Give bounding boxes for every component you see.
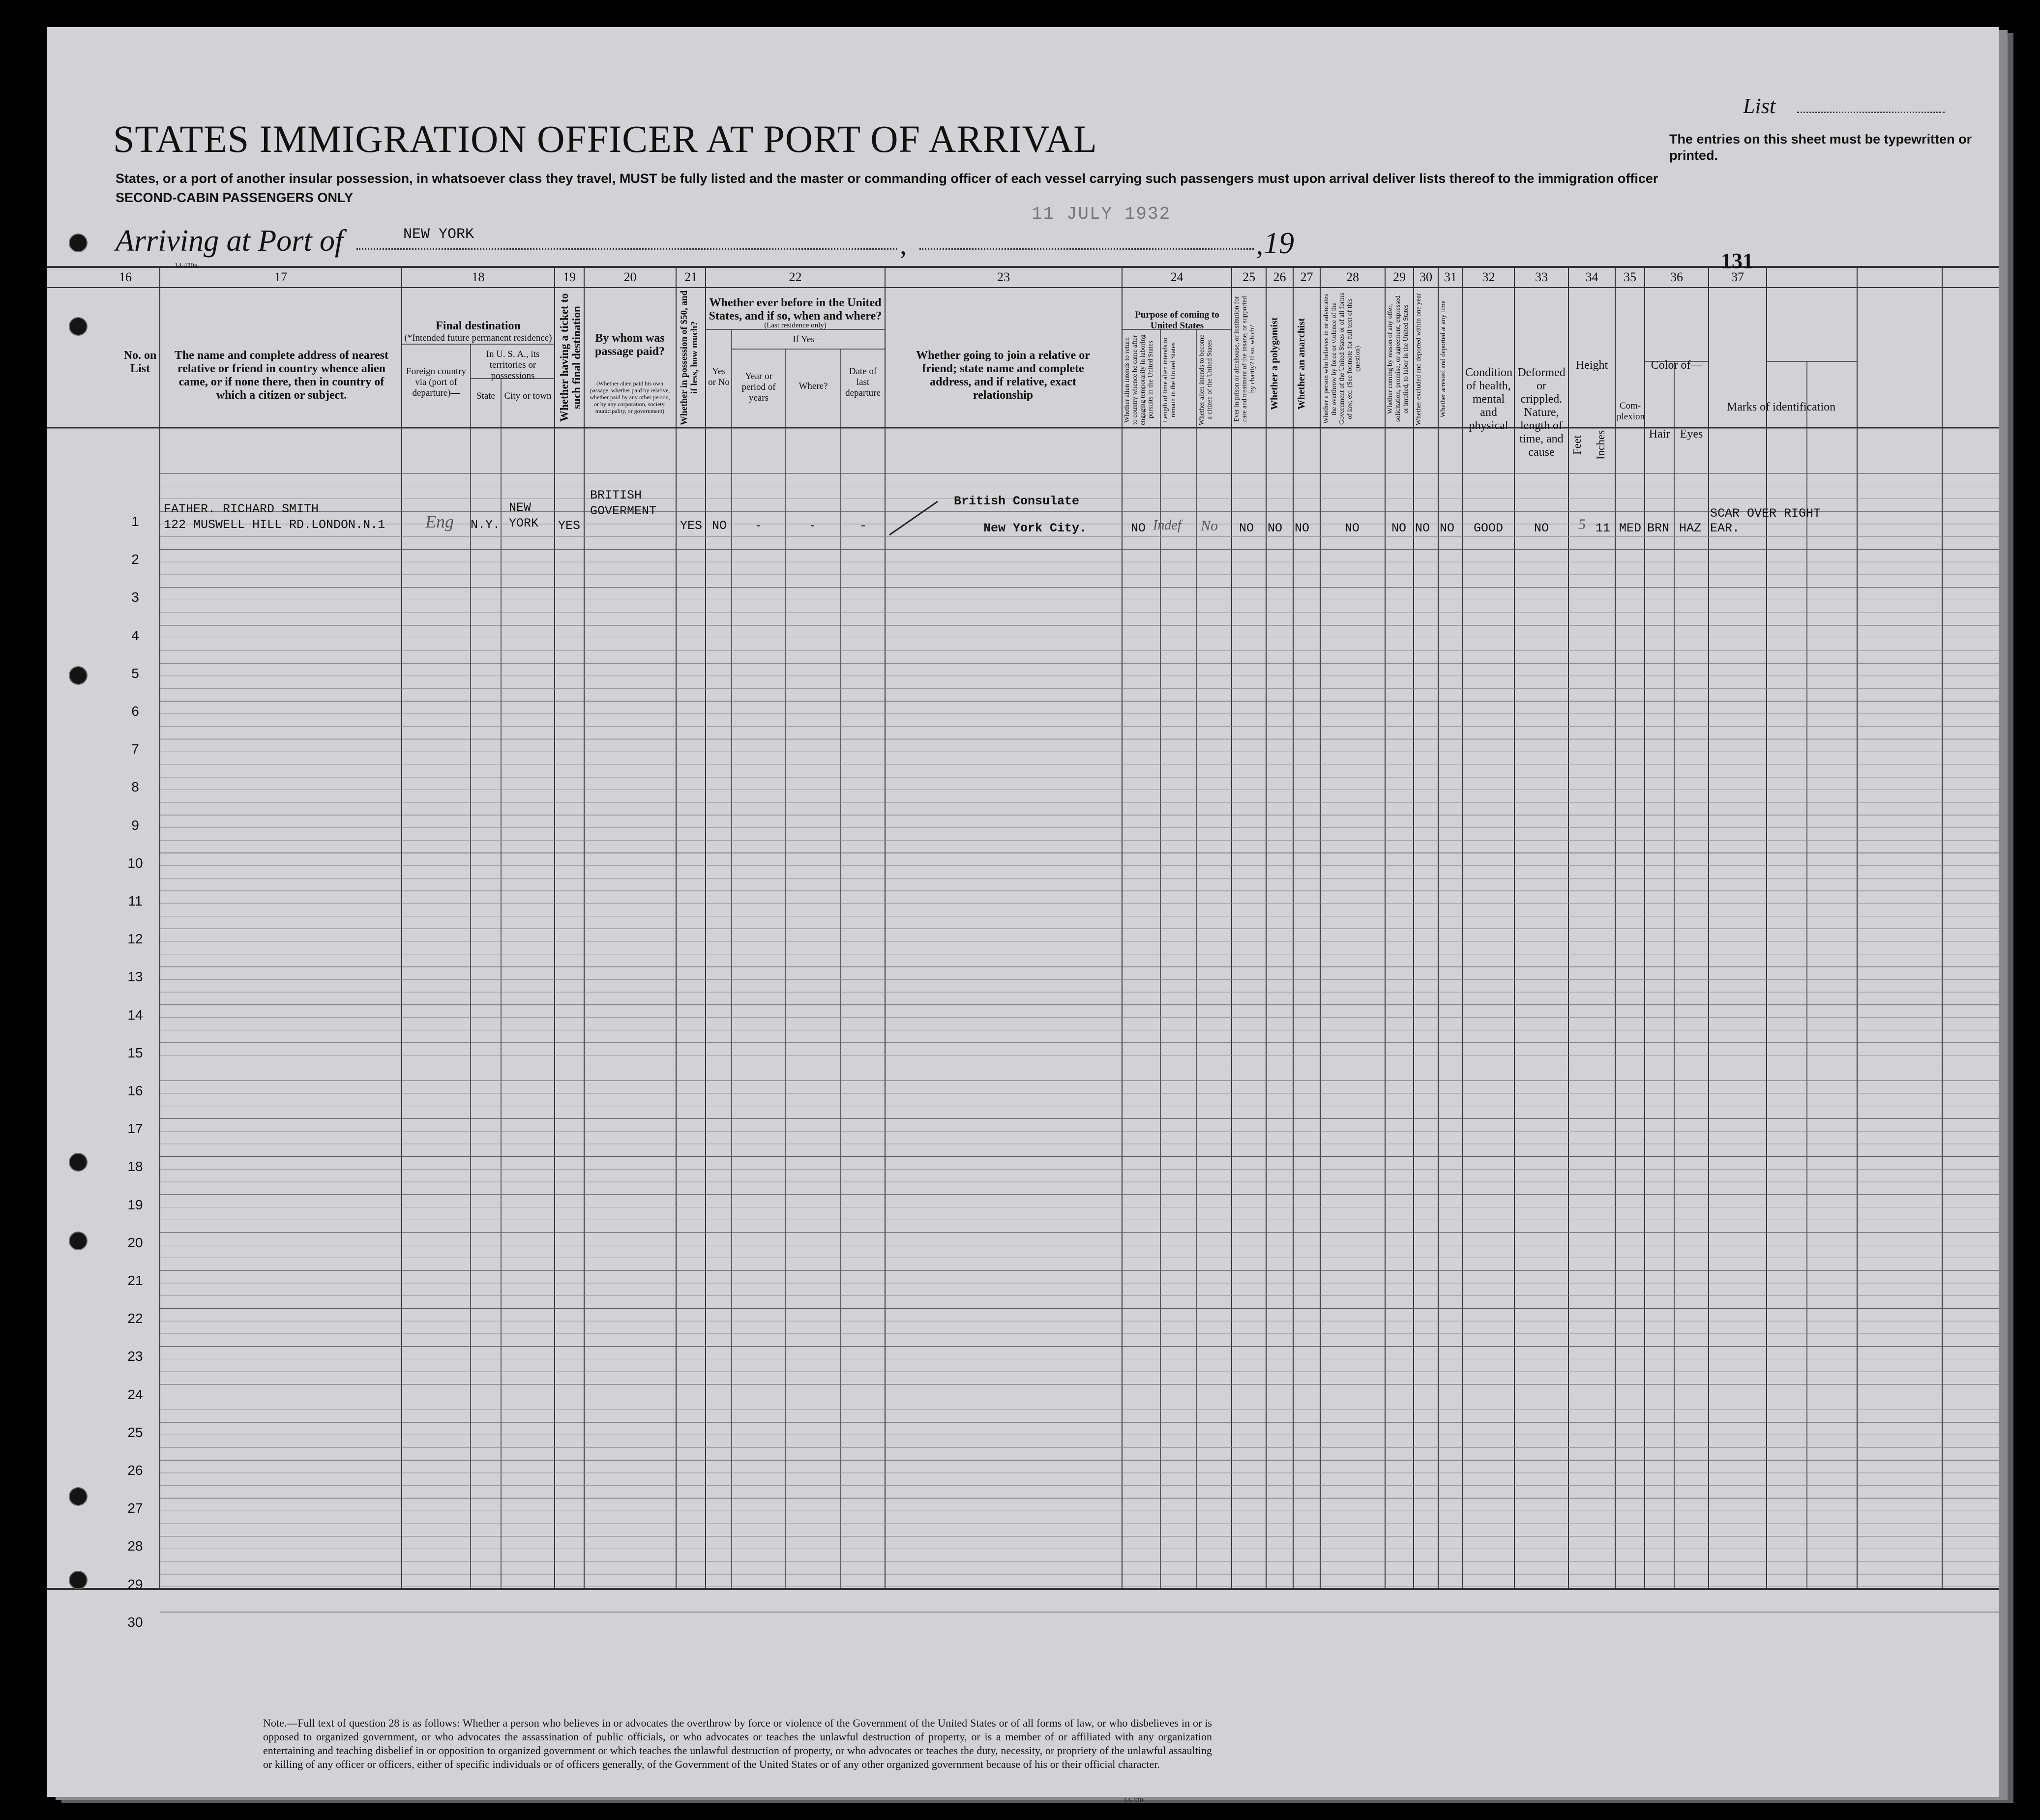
header-before-in-us-sub: (Last residence only) <box>764 322 827 329</box>
purpose-length-value: Indef <box>1153 518 1182 533</box>
header-inches: Inches <box>1595 430 1607 460</box>
header-overthrow: Whether a person who believes in or advocates the overthrow by force or violence of the Government of the United States or of all forms of law, etc. (See footnote for full text of this question) <box>1323 293 1361 425</box>
punch-hole <box>69 1487 88 1506</box>
date-value: - <box>859 519 867 533</box>
paid-by-value-2: GOVERMENT <box>590 504 657 518</box>
ticket-value: YES <box>558 519 581 533</box>
col-num-19: 19 <box>563 270 576 284</box>
polygamist-value: NO <box>1268 521 1283 535</box>
col-num-20: 20 <box>623 270 637 284</box>
punch-hole <box>69 1153 88 1172</box>
row-number: 26 <box>127 1463 143 1478</box>
join-value-1: British Consulate <box>954 494 1080 508</box>
header-ticket: Whether having a ticket to such final destination <box>558 293 583 422</box>
row-number: 18 <box>127 1159 143 1174</box>
header-foreign-country: Foreign country via (port of departure)— <box>406 366 466 398</box>
row-number: 8 <box>131 779 139 795</box>
header-complexion: Com-plexion <box>1617 401 1645 422</box>
period-value: - <box>755 519 763 533</box>
header-height: Height <box>1575 359 1608 372</box>
entries-note: The entries on this sheet must be typewritten or printed. <box>1669 132 1972 163</box>
col-num-35: 35 <box>1624 270 1636 284</box>
header-marks: Marks of identification <box>1726 401 1836 413</box>
col-num-22: 22 <box>789 270 802 284</box>
row-number: 2 <box>131 552 139 567</box>
header-departure-date: Date of last departure <box>845 366 881 398</box>
money-value: YES <box>680 519 703 533</box>
col-num-18: 18 <box>472 270 485 284</box>
header-labor-offer: Whether coming by reason of any offer, solicitation, promise, or agreement, expressed or implied, to labor in the United States <box>1387 295 1410 422</box>
header-feet: Feet <box>1571 435 1583 455</box>
header-color-of: Color of— <box>1651 359 1703 372</box>
page-number: 131 <box>1721 249 1753 273</box>
header-health: Condition of health, mental and physical <box>1465 366 1513 432</box>
header-final-destination-sub: (*Intended future permanent residence) <box>404 333 552 343</box>
header-yes-no: Yes or No <box>708 366 730 387</box>
header-relative-address: The name and complete address of nearest relative or friend in country whence alien came, or if none there, then in country of which a citizen or subject. <box>174 349 389 402</box>
header-prison: Ever in prison or almshouse, or institution for care and treatment of the insane, or supported by charity? If so, which? <box>1233 296 1256 422</box>
col-num-23: 23 <box>997 270 1010 284</box>
row-number: 20 <box>127 1234 143 1250</box>
city-value-1: NEW <box>509 500 532 515</box>
state-value: N.Y. <box>471 518 501 532</box>
hair-value: BRN <box>1647 521 1670 535</box>
form-code: 14-430a <box>175 262 197 269</box>
date-line <box>919 248 1254 250</box>
row-number: 6 <box>131 704 139 719</box>
height-inches-value: 11 <box>1596 521 1611 535</box>
before-in-us-value: NO <box>712 519 727 533</box>
header-in-usa: In U. S. A., its territories or possessions <box>486 349 540 381</box>
row-number: 24 <box>127 1386 143 1402</box>
col-num-28: 28 <box>1346 270 1359 284</box>
col-num-29: 29 <box>1393 270 1406 284</box>
row-number: 16 <box>127 1083 143 1098</box>
row-number: 14 <box>127 1007 143 1023</box>
join-value-2: New York City. <box>983 521 1087 535</box>
col-num-30: 30 <box>1419 270 1432 284</box>
row-number: 10 <box>127 855 143 871</box>
col-num-36: 36 <box>1670 270 1683 284</box>
relative-line-1: FATHER. RICHARD SMITH <box>164 502 319 516</box>
col-num-32: 32 <box>1482 270 1495 284</box>
col-num-25: 25 <box>1242 270 1255 284</box>
header-polygamist: Whether a polygamist <box>1269 317 1280 411</box>
row-number: 22 <box>127 1311 143 1326</box>
col-num-24: 24 <box>1170 270 1183 284</box>
punch-hole <box>69 317 88 336</box>
header-period: Year or period of years <box>741 371 776 403</box>
row-number: 19 <box>127 1197 143 1212</box>
header-final-destination: Final destination <box>436 320 521 332</box>
health-value: GOOD <box>1474 521 1504 535</box>
port-value: NEW YORK <box>403 226 474 243</box>
row-number: 21 <box>127 1273 143 1288</box>
prison-value: NO <box>1239 521 1254 535</box>
col-num-16: 16 <box>119 270 132 284</box>
excluded-value: NO <box>1415 521 1430 535</box>
header-purpose-length: Length of time alien intends to remain in the United States <box>1162 337 1177 422</box>
passenger-class: SECOND-CABIN PASSENGERS ONLY <box>116 190 354 205</box>
purpose-return-value: NO <box>1131 521 1146 535</box>
row-number: 7 <box>131 741 139 757</box>
city-value-2: YORK <box>509 516 539 530</box>
complexion-value: MED <box>1619 521 1642 535</box>
row-number: 30 <box>127 1614 143 1630</box>
col-num-27: 27 <box>1300 270 1313 284</box>
marks-value-2: EAR. <box>1710 521 1740 535</box>
row-number: 23 <box>127 1349 143 1364</box>
purpose-citizen-value: No <box>1201 518 1218 534</box>
footnote: Note.—Full text of question 28 is as follows: Whether a person who believes in or advocates the overthrow by force or violence of the Government of the United States or of all forms of law, or who disbelieves in or is opposed to organized government, or who advocates the assassination of public officials, or who advocates or teaches the unlawful destruction of property, or is a member of or affiliated with any organization entertaining and teaching disbelief in or opposition to organized government or which teaches the unlawful destruction of property, or who advocates or teaches the duty, necessity, or propriety of the unlawful assaulting or killing of any officer or officers, either of specific individuals or of officers generally, of the Government of the United States or of any other organized government because of his or their official character. <box>263 1717 1212 1770</box>
header-deformed: Deformed or crippled. Nature, length of time, and cause <box>1517 366 1566 459</box>
foreign-country-value: Eng <box>425 512 454 531</box>
intro-text: States, or a port of another insular possession, in whatsoever class they travel, MUST be fully listed and the master or commanding officer of each vessel carrying such passengers must upon arrival deliver lists thereof to the immigration officer <box>116 171 1658 186</box>
col-num-33: 33 <box>1535 270 1548 284</box>
row-number: 1 <box>131 514 139 529</box>
eyes-value: HAZ <box>1679 521 1702 535</box>
col-num-31: 31 <box>1444 270 1457 284</box>
punch-hole <box>69 666 88 685</box>
header-where: Where? <box>798 381 828 391</box>
separator-comma: , <box>900 230 907 261</box>
row-number: 4 <box>131 627 139 643</box>
header-purpose-return: Whether alien intends to return to country whence he came after engaging temporarily in laboring pursuits in the United States <box>1123 334 1154 425</box>
paid-by-value-1: BRITISH <box>590 488 642 502</box>
row-number: 12 <box>127 931 143 947</box>
arrested-value: NO <box>1440 521 1455 535</box>
punch-hole <box>69 1571 88 1589</box>
row-number: 15 <box>127 1045 143 1060</box>
header-money: Whether in possession of $50, and if less, how much? <box>679 290 700 425</box>
row-number: 11 <box>128 893 143 909</box>
year-prefix: 19 <box>1264 227 1294 260</box>
col-num-17: 17 <box>274 270 287 284</box>
manifest-sheet <box>47 27 1999 1804</box>
col-num-26: 26 <box>1273 270 1286 284</box>
row-number: 29 <box>127 1576 143 1592</box>
header-anarchist: Whether an anarchist <box>1296 318 1307 410</box>
relative-line-2: 122 MUSWELL HILL RD.LONDON.N.1 <box>164 518 385 532</box>
row-number: 17 <box>127 1121 143 1137</box>
row-number: 3 <box>131 589 139 605</box>
header-hair: Hair <box>1649 428 1670 440</box>
punch-hole <box>69 234 88 252</box>
entry-check-mark <box>888 497 943 536</box>
header-purpose: Purpose of coming to United States <box>1135 310 1219 331</box>
header-before-in-us: Whether ever before in the United States, and if so, when and where? <box>709 296 882 323</box>
labor-value: NO <box>1391 521 1407 535</box>
where-value: - <box>809 519 817 533</box>
header-passage-paid-sub: (Whether alien paid his own passage, whether paid by relative, whether paid by any other person, or by any corporation, society, municipality, or government) <box>590 380 670 414</box>
date-stamp: 11 JULY 1932 <box>1032 204 1171 224</box>
punch-hole <box>69 1232 88 1250</box>
port-line <box>356 248 897 250</box>
form-number: 14-430 <box>1123 1797 1143 1804</box>
col-num-21: 21 <box>684 270 697 284</box>
page-title: STATES IMMIGRATION OFFICER AT PORT OF ARRIVAL <box>113 117 1097 160</box>
header-city: City or town <box>504 391 552 401</box>
row-number: 28 <box>127 1538 143 1554</box>
list-number-line <box>1797 112 1945 113</box>
row-number: 9 <box>131 817 139 833</box>
list-label: List <box>1743 94 1776 118</box>
height-feet-value: 5 <box>1578 516 1586 532</box>
header-going-to-join: Whether going to join a relative or friend; state name and complete address, and if relative, exact relationship <box>916 349 1090 402</box>
header-arrested: Whether arrested and deported at any time <box>1440 300 1447 417</box>
row-number: 5 <box>131 665 139 681</box>
row-number: 27 <box>127 1500 143 1516</box>
row-number: 25 <box>127 1424 143 1440</box>
header-purpose-citizen: Whether alien intends to become a citizen of the United States <box>1198 334 1213 425</box>
col-num-34: 34 <box>1585 270 1598 284</box>
header-if-yes: If Yes— <box>793 334 824 345</box>
marks-value-1: SCAR OVER RIGHT <box>1710 506 1821 521</box>
row-number: 13 <box>127 969 143 985</box>
table-grid <box>47 27 1999 1797</box>
header-list-number: No. on List <box>123 349 157 375</box>
header-excluded: Whether excluded and deported within one year <box>1415 293 1422 425</box>
header-state: State <box>476 391 495 401</box>
separator-comma: , <box>1256 230 1263 261</box>
arriving-label: Arriving at Port of <box>116 224 344 258</box>
deformed-value: NO <box>1534 521 1549 535</box>
header-passage-paid: By whom was passage paid? <box>594 332 665 358</box>
header-eyes: Eyes <box>1680 428 1703 440</box>
overthrow-value: NO <box>1345 521 1360 535</box>
col-num-37: 37 <box>1731 270 1744 284</box>
anarchist-value: NO <box>1295 521 1310 535</box>
